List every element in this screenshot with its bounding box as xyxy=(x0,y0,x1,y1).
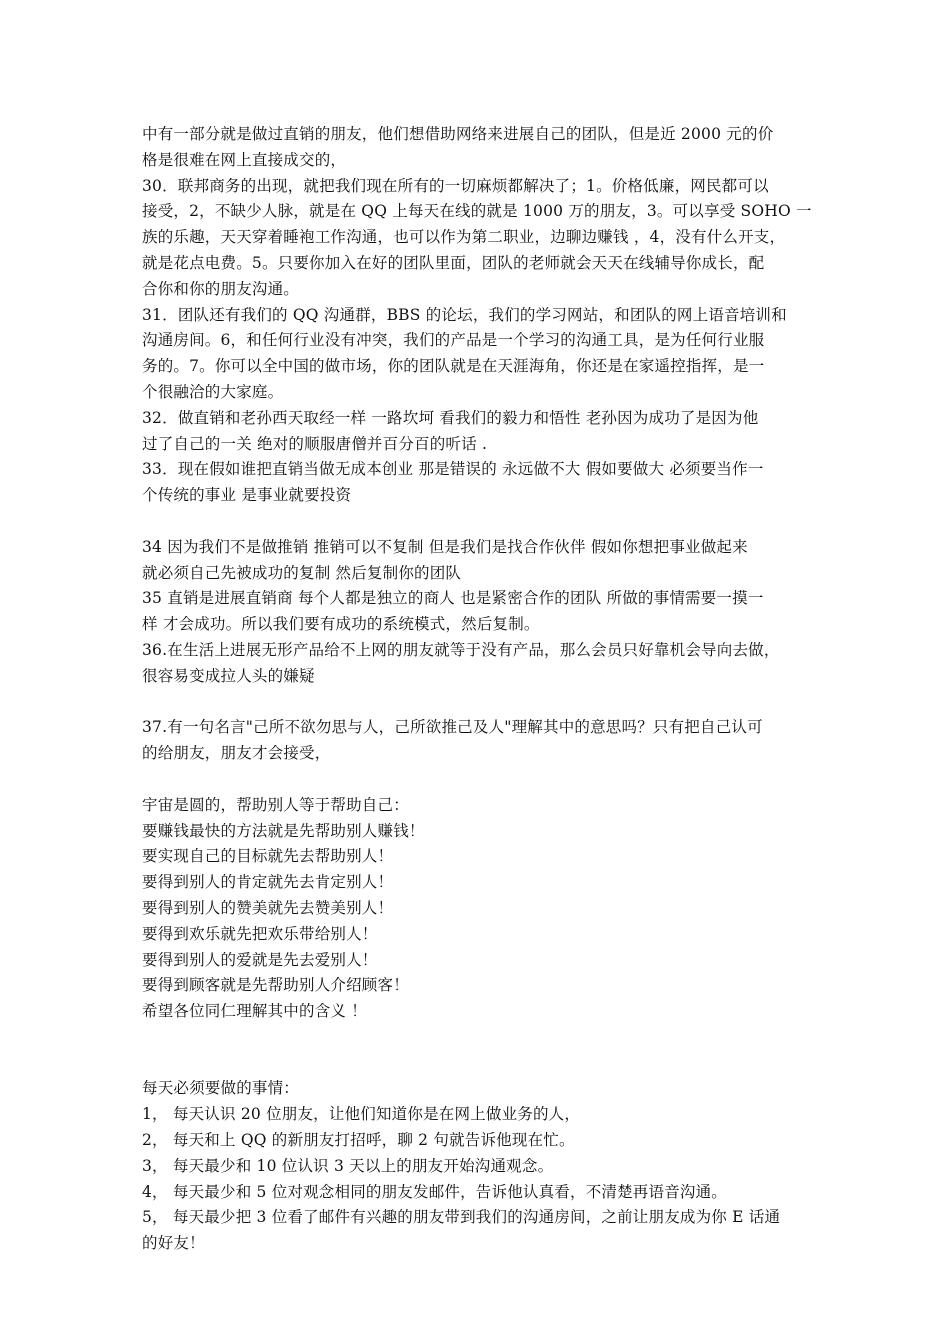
text-line: 35 直销是进展直销商 每个人都是独立的商人 也是紧密合作的团队 所做的事情需要一摸一 xyxy=(142,589,764,608)
text-line: 务的。7。你可以全中国的做市场，你的团队就是在天涯海角，你还是在家遥控指挥，是一 xyxy=(142,357,765,376)
text-line: 的给朋友，朋友才会接受， xyxy=(142,744,331,763)
text-line: 个很融洽的大家庭。 xyxy=(142,382,284,401)
document-body xyxy=(142,122,814,1257)
text-line: 中有一部分就是做过直销的朋友，他们想借助网络来进展自己的团队，但是近 2000 元的价 xyxy=(142,125,774,143)
text-line: 30．联邦商务的出现，就把我们现在所有的一切麻烦都解决了；1。价格低廉，网民都可以 xyxy=(142,176,769,195)
text-line: 要得到别人的爱就是先去爱别人！ xyxy=(142,950,378,969)
text-line: 接受，2，不缺少人脉，就是在 QQ 上每天在线的就是 1000 万的朋友，3。可以享受 SOHO 一 xyxy=(142,202,812,221)
text-line: 沟通房间。6，和任何行业没有冲突，我们的产品是一个学习的沟通工具，是为任何行业服 xyxy=(142,331,765,350)
text-line: 1， 每天认识 20 位朋友，让他们知道你是在网上做业务的人， xyxy=(142,1105,581,1124)
text-line: 要得到顾客就是先帮助别人介绍顾客！ xyxy=(142,976,409,995)
text-line: 5， 每天最少把 3 位看了邮件有兴趣的朋友带到我们的沟通房间，之前让朋友成为你 E 话通 xyxy=(142,1208,781,1227)
text-line: 要实现自己的目标就先去帮助别人！ xyxy=(142,847,394,866)
text-line: 2， 每天和上 QQ 的新朋友打招呼，聊 2 句就告诉他现在忙。 xyxy=(142,1131,575,1150)
paragraph-gap xyxy=(142,690,814,716)
text-line: 希望各位同仁理解其中的含义 ！ xyxy=(142,1002,367,1021)
text-line: 过了自己的一关 绝对的顺服唐僧并百分百的听话 . xyxy=(142,434,488,453)
text-line: 31．团队还有我们的 QQ 沟通群，BBS 的论坛，我们的学习网站，和团队的网上语音培训和 xyxy=(142,305,787,324)
text-line: 34 因为我们不是做推销 推销可以不复制 但是我们是找合作伙伴 假如你想把事业做起来 xyxy=(142,537,748,556)
paragraph-gap xyxy=(142,1051,814,1077)
text-line: 4， 每天最少和 5 位对观念相同的朋友发邮件，告诉他认真看，不清楚再语音沟通。 xyxy=(142,1182,728,1201)
text-line: 要得到别人的肯定就先去肯定别人！ xyxy=(142,873,394,892)
text-line: 33．现在假如谁把直销当做无成本创业 那是错误的 永远做不大 假如要做大 必须要当作一 xyxy=(142,460,764,479)
text-line: 36.在生活上进展无形产品给不上网的朋友就等于没有产品，那么会员只好靠机会导向去做， xyxy=(142,640,780,659)
text-line: 要赚钱最快的方法就是先帮助别人赚钱！ xyxy=(142,821,425,840)
text-line: 的好友！ xyxy=(142,1234,205,1253)
text-line: 就必须自己先被成功的复制 然后复制你的团队 xyxy=(142,563,462,582)
text-line: 个传统的事业 是事业就要投资 xyxy=(142,486,352,505)
text-line: 格是很难在网上直接成交的， xyxy=(142,150,347,169)
text-line: 要得到欢乐就先把欢乐带给别人！ xyxy=(142,924,378,943)
paragraph-gap xyxy=(142,767,814,793)
text-line: 就是花点电费。5。只要你加入在好的团队里面，团队的老师就会天天在线辅导你成长，配 xyxy=(142,253,765,272)
text-line: 每天必须要做的事情： xyxy=(142,1079,300,1098)
text-line: 样 才会成功。所以我们要有成功的系统模式，然后复制。 xyxy=(142,615,540,634)
text-line: 宇宙是圆的，帮助别人等于帮助自己： xyxy=(142,795,409,814)
text-line: 很容易变成拉人头的嫌疑 xyxy=(142,666,315,685)
text-line: 3， 每天最少和 10 位认识 3 天以上的朋友开始沟通观念。 xyxy=(142,1156,554,1175)
text-line: 37.有一句名言"己所不欲勿思与人，己所欲推己及人"理解其中的意思吗？只有把自己认可 xyxy=(142,718,763,737)
text-line: 族的乐趣，天天穿着睡袍工作沟通，也可以作为第二职业，边聊边赚钱 ，4，没有什么开支， xyxy=(142,228,786,247)
paragraph-gap xyxy=(142,1025,814,1051)
paragraph-gap xyxy=(142,509,814,535)
text-line: 合你和你的朋友沟通。 xyxy=(142,279,300,298)
text-line: 要得到别人的赞美就先去赞美别人！ xyxy=(142,898,394,917)
text-line: 32．做直销和老孙西天取经一样 一路坎坷 看我们的毅力和悟性 老孙因为成功了是因为他 xyxy=(142,408,759,427)
